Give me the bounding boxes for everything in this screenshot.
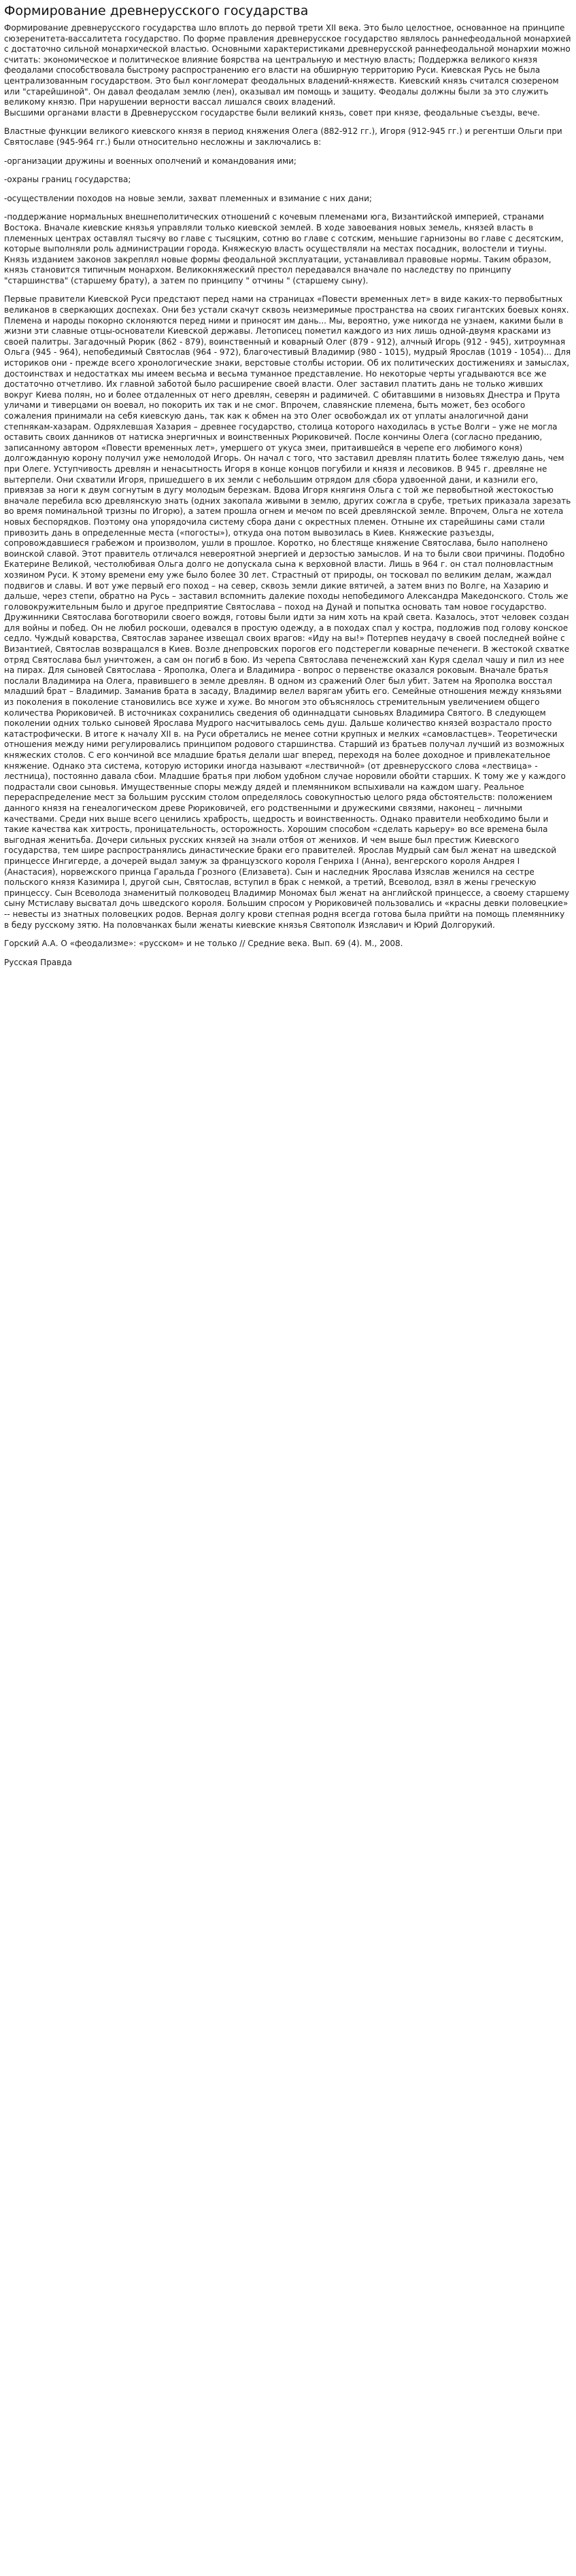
- main-body-section: [4, 294, 572, 930]
- functions-last-paragraph: -поддержание нормальных внешнеполитических отношений с кочевым племенами югa, Византийской империей, странами Востока. Вначале киевские князья управляли только киевской землей. В ходе завоевания новых земель, князей власть в племенных центрах оставлял тысячу во главе с тысяцким, сотню во главе с сотским, меньшие гарнизоны во главе с десятским, которые выполняли роль администрации города. Княжескую власть осуществляли на местах посадник, волостели и тиуны. Князь изданием законов закреплял новые формы феодальной эксплуатации, устанавливал правовые нормы. Таким образом, князь становится типичным монархом. Великокняжеский престол передавался вначале по наследству по принципу "старшинства" (старшему брату), а затем по принципу " отчины " (старшему сыну).: [4, 212, 564, 285]
- functions-intro-paragraph: Властные функции великого киевского князя в период княжения Олега (882-912 гг.), Игоря (912-945 гг.) и регентши Ольги при Святославе (945-964 гг.) были относительно несложны и заключались в:: [4, 126, 562, 147]
- intro-section: [4, 23, 572, 118]
- main-body-paragraph: Первые правители Киевской Руси предстают перед нами на страницах «Повести временных лет» в виде каких-то первобытных великанов в сверкающих доспехах. Они без устали скачут сквозь неизмеримые пространства на своих гигантских боевых конях. Племена и народы покорно склоняются перед ними и приносят им дань... Мы, вероятно, уже никогда не узнаем, какими были в жизни эти славные отцы-основатели Киевской державы. Летописец пометил каждого из них лишь одной-двумя красками из своей палитры. Загадочный Рюрик (862 - 879), воинственный и коварный Олег (879 - 912), алчный Игорь (912 - 945), хитроумная Ольга (945 - 964), непобедимый Святослав (964 - 972), благочестивый Владимир (980 - 1015), мудрый Ярослав (1019 - 1054)... Для историков они - прежде всего хронологические знаки, верстовые столбы истории. Об их политических достижениях и замыслах, достоинствах и недостатках мы имеем весьма и весьма туманное представление. Но некоторые черты угадываются все же достаточно отчетливо. Их главной заботой было расширение своей власти. Олег заставил платить дань не только живших вокруг Киева полян, но и более отдаленных от него древлян, северян и радимичей. С обитавшими в низовьях Днестра и Прута уличами и тиверцами он воевал, но покорить их так и не смог. Впрочем, славянские племена, быть может, без особого сожаления принимали на себя киевскую дань, так как к обмен на это Олег освобождал их от уплаты аналогичной дани степнякам-хазарам. Одряхлевшая Хазария – древнее государство, столица которого находилась в устье Волги – уже не могла оставить своих данников от натиска энергичных и воинственных Рюриковичей. После кончины Олега (согласно преданию, записанному автором «Повести временных лет», умершего от укуса змеи, притаившейся в черепе его любимого коня) долгожданную корону получил уже немолодой Игорь. Он начал с того, что заставил древлян платить более тяжелую дань, чем при Олеге. Уступчивость древлян и ненасытность Игоря в конце концов погубили и князя и лесовиков. В 945 г. древляне не вытерпели. Они схватили Игоря, пришедшего в их земли с небольшим отрядом для сбора удвоенной дани, и казнили его, привязав за ноги к двум согнутым в дугу молодым березкам. Вдова Игоря княгиня Ольга с той же первобытной жестокостью вначале перебила всю древлянскую знать (одних закопала живыми в землю, других сожгла в срубе, третьих приказала зарезать во время поминальной тризны по Игорю), а затем прошла огнем и мечом по всей древлянской земле. Впрочем, Ольга не хотела новых беспорядков. Поэтому она упорядочила систему сбора дани с окрестных племен. Отныне их старейшины сами стали привозить дань в определенные места («погосты»), откуда она потом вывозилась в Киев. Княжеские разъезды, сопровождавшиеся грабежом и произволом, ушли в прошлое. Коротко, но блестяще княжение Святослава, было наполнено воинской славой. Этот правитель отличался невероятной энергией и дерзостью замыслов. И на то были свои причины. Подобно Екатерине Великой, честолюбивая Ольга долго не допускала сына к верховной власти. Лишь в 964 г. он стал полновластным хозяином Руси. К этому времени ему уже было более 30 лет. Страстный от природы, он тосковал по великим делам, жаждал подвигов и славы. И вот уже первый его поход – на север, сквозь земли дикие вятичей, а затем вниз по Волге, на Хазарию и дальше, через степи, обратно на Русь – заставил вспомнить далекие походы непобедимого Александра Македонского. Столь же головокружительным было и другое предприятие Святослава – поход на Дунай и попытка основать там новое государство. Дружинники Святослава боготворили своего вождя, готовы были идти за ним хоть на край света. Казалось, этот человек создан для войны и побед. Он не любил роскоши, одевался в простую одежду, а в походах спал у костра, подложив под голову конское седло. Чуждый коварства, Святослав заранее извещал своих врагов: «Иду на вы!» Потерпев неудачу в своей последней войне с Византией, Святослав возвращался в Киев. Возле днепровских порогов его подстерегли коварные печенеги. В жестокой схватке отряд Святослава был уничтожен, а сам он погиб в бою. Из черепа Святослава печенежский хан Куря сделал чашу и пил из нее на пирах. Для сыновей Святослава - Ярополка, Олега и Владимира - вопрос о первенстве оказался роковым. Вначале братья послали Владимира на Олега, правившего в земле древлян. В одном из сражений Олег был убит. Затем на Ярополка восстал младший брат – Владимир. Заманив брата в засаду, Владимир велел варягам убить его. Семейные отношения между князьями из поколения в поколение становились все хуже и хуже. Во многом это объяснялось стремительным увеличением общего количества Рюриковичей. В источниках сохранились сведения об одиннадцати сыновьях Владимира Святого. В следующем поколении одних только сыновей Ярослава Мудрого насчитывалось семь душ. Дальше количество князей возрастало просто катастрофически. В итоге к началу XII в. на Руси обретались не менее сотни крупных и мелких «самовластцев». Теоретически отношения между ними регулировались принципом родового старшинства. Старший из братьев получал лучший из возможных княжеских столов. С его кончиной все младшие братья делали шаг вперед, переходя на более доходное и привлекательное княжение. Однако эта система, которую историки иногда называют «лествичной» (от древнерусского слова «лествица» - лестница), постоянно давала сбои. Младшие братья при любом удобном случае норовили обойти старших. К тому же у каждого подрастали свои сыновья. Имущественные споры между дядей и племянником вспыхивали на каждом шагу. Реальное перераспределение мест за большим русским столом определялось совокупностью целого ряда обстоятельств: положением данного князя на генеалогическом древе Рюриковичей, его родственными и дружескими связями, наконец – личными качествами. Среди них выше всего ценились храбрость, щедрость и воинственность. Однако правители необходимо были и такие качества как хитрость, проницательность, осторожность. Хорошим способом «сделать карьеру» во все времена была выгодная женитьба. Дочери сильных русских князей на знали отбоя от женихов. И чем выше был престиж Киевского государства, тем шире распространялись династические браки его правителей. Ярослав Мудрый сам был женат на шведской принцессе Ингигерде, а дочерей выдал замуж за французского короля Генриха I (Анна), венгерского короля Андрея I (Анастасия), норвежского принца Гаральда Грозного (Елизавета). Сын и наследник Ярослава Изяслав женился на сестре польского князя Казимира I, другой сын, Святослав, вступил в брак с немкой, а третий, Всеволод, взял в жены греческую принцессу. Сын Всеволода знаменитый полководец Владимир Мономах был женат на английской принцессе, а своему старшему сыну Мстиславу высватал дочь шведского короля. Большим спросом у Рюриковичей пользовались и «красны девки половецкие» -- невесты из знатных половецких родов. Верная долгу крови степная родня всегда готова была прийти на помощь племяннику в беду русскому зятю. На половчанках были женаты киевские князья Святополк Изяславич и Юрий Долгорукий.: [4, 294, 571, 930]
- functions-intro: [4, 126, 572, 147]
- functions-last-section: [4, 212, 572, 286]
- page-title: Формирование древнерусского государства: [4, 3, 309, 18]
- related-link-russkaya-pravda[interactable]: Русская Правда: [4, 957, 72, 967]
- function-item: -осуществлении походов на новые земли, захват племенных и взимание с них дани;: [4, 193, 372, 203]
- intro-paragraph: Высшими органами власти в Древнерусском государстве были великий князь, совет при князе, феодальные съезды, вече.: [4, 107, 540, 118]
- reference-citation: Горский А.А. О «феодализме»: «русском» и не только // Средние века. Вып. 69 (4). М., 2008.: [4, 939, 403, 949]
- document-page: [0, 0, 576, 975]
- intro-paragraph: Формирование древнерусского государства шло вплоть до первой трети XII века. Это было целостное, основанное на принципе сюзеренитета-вассалитета государство. По форме правления древнерусское государство являлось раннефеодальной монархией с достаточно сильной монархической властью. Основными характеристиками древнерусской раннефеодальной монархии можно считать: экономическое и политическое влияние боярства на центральную и местную власть; Поддержка великого князя феодалами способствовала быстрому распространению его власти на обширную территорию Руси. Киевская Русь не была централизованным государством. Это был конгломерат феодальных владений-княжеств. Киевский князь считался сюзереном или "старейшиной". Он давал феодалам землю (лен), оказывал им помощь и защиту. Феодалы должны были за это служить великому князю. При нарушении верности вассал лишался своих владений.: [4, 23, 571, 107]
- function-item: -охраны границ государства;: [4, 175, 131, 185]
- function-item: -организации дружины и военных ополчений и командования ими;: [4, 156, 297, 166]
